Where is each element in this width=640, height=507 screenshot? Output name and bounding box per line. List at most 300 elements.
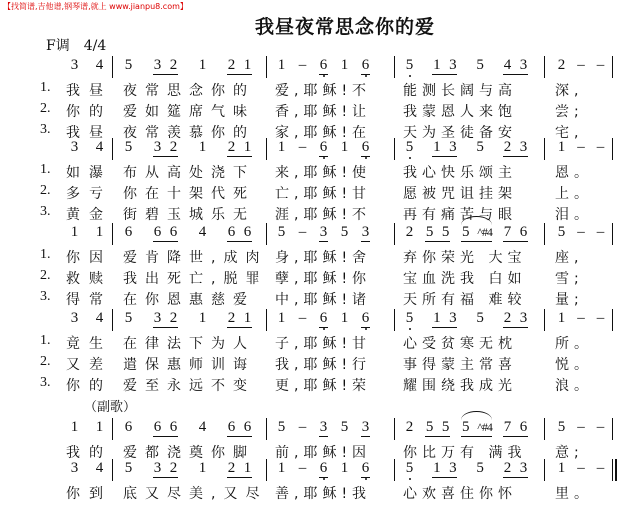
beamed-note-group (361, 418, 370, 437)
note: – (596, 57, 605, 73)
lyric-segment: 多亏 (66, 186, 112, 202)
note: – (298, 419, 307, 435)
lyric-line (0, 287, 640, 308)
barline (612, 309, 613, 331)
note: 1 (433, 460, 441, 476)
beamed-note-group (432, 56, 457, 75)
lyric-segment: 宅, (555, 125, 584, 141)
note: 6 (153, 224, 162, 240)
lyric-line (0, 373, 640, 394)
measure (557, 459, 605, 481)
note: 1 (277, 139, 286, 155)
barline (112, 56, 113, 78)
lyric-segment: 我,耶稣!行 (275, 357, 372, 373)
beamed-note-group (153, 418, 178, 437)
note: 1 (557, 310, 566, 326)
measure (124, 418, 252, 440)
barline (544, 459, 545, 481)
barline (394, 138, 395, 160)
note: 5 (124, 139, 133, 155)
lyric-segment: 量; (555, 292, 584, 308)
note: 5 (476, 139, 484, 155)
lyric-segment: 天所有福 难较 (403, 292, 527, 308)
measure (405, 459, 528, 481)
note: 2 (169, 310, 178, 326)
note: 2 (169, 57, 178, 73)
measure (277, 223, 370, 245)
note: 1 (198, 310, 207, 326)
beamed-note-group (319, 459, 328, 478)
watermark: 【找简谱,吉他谱,钢琴谱,就上 www.jianpu8.com】 (3, 2, 188, 11)
lyric-segment: 泪。 (555, 207, 593, 223)
note: 5 (340, 419, 349, 435)
note: 1 (557, 139, 566, 155)
barline (394, 418, 395, 440)
note: 5 (441, 224, 450, 240)
pickup-measure (70, 56, 104, 78)
lyric-segment: 爱如筵席气味 (123, 104, 255, 120)
lyric-line (0, 78, 640, 99)
beamed-note-group (319, 309, 328, 328)
note: 2 (405, 224, 414, 240)
lyric-segment: 悦。 (555, 357, 593, 373)
low-octave-dot (323, 328, 325, 330)
note: 6 (227, 419, 236, 435)
note: 5 (405, 309, 414, 327)
key-signature: F调 4/4 (46, 38, 107, 54)
lyric-segment: 亡,耶稣!甘 (275, 186, 372, 202)
lyric-segment: 夜常思念你的 (123, 83, 255, 99)
lyric-line (0, 160, 640, 181)
lyric-segment: 深, (555, 83, 584, 99)
pickup-measure (70, 459, 104, 481)
note: – (577, 57, 585, 73)
note: 4 (95, 460, 104, 476)
note: 1 (433, 310, 441, 326)
measure (557, 418, 605, 440)
note: 2 (405, 419, 414, 435)
lyric-segment: 又差 (66, 357, 112, 373)
slur-mark (461, 411, 492, 420)
note: 3 (153, 57, 162, 73)
lyric-segment: 前,耶稣!因 (275, 445, 372, 461)
note: 2 (227, 460, 236, 476)
lyric-segment: 我昼 (66, 125, 112, 141)
note: – (298, 460, 307, 476)
note: 3 (519, 139, 528, 155)
pickup-measure (70, 418, 104, 440)
lyric-segment: 你的 (66, 378, 112, 394)
verse-number: 3. (40, 204, 51, 219)
note: 3 (70, 310, 79, 326)
pickup-measure (70, 138, 104, 160)
beamed-note-group (432, 459, 457, 478)
measure (277, 309, 370, 331)
note: 3 (519, 310, 528, 326)
beamed-note-group (319, 223, 328, 242)
lyric-segment: 耀围绕我成光 (403, 378, 517, 394)
note: 5 (425, 419, 434, 435)
lyric-line (0, 245, 640, 266)
beamed-note-group (153, 223, 178, 242)
lyric-segment: 来,耶稣!使 (275, 165, 372, 181)
barline (394, 459, 395, 481)
note: 3 (449, 139, 457, 155)
note: 6 (169, 419, 178, 435)
music-system (0, 309, 640, 394)
lyric-segment: 竟生 (66, 336, 112, 352)
measure (557, 309, 605, 331)
notation-row (0, 56, 640, 78)
lyric-segment: 爱都浇奠你脚 (123, 445, 255, 461)
measure (557, 138, 605, 160)
lyric-segment: 黄金 (66, 207, 112, 223)
note: 6 (361, 56, 370, 74)
measure (124, 223, 252, 245)
verse-number: 2. (40, 354, 51, 369)
barline (394, 56, 395, 78)
verse-number: 2. (40, 268, 51, 283)
barline (612, 223, 613, 245)
beamed-note-group (361, 223, 370, 242)
lyric-segment: 得常 (66, 292, 112, 308)
note: – (596, 419, 605, 435)
beamed-note-group (319, 418, 328, 437)
measure (277, 459, 370, 481)
barline (112, 138, 113, 160)
low-octave-dot (365, 157, 367, 159)
lyric-segment: 你比万有 满我 (403, 445, 527, 461)
beamed-note-group (227, 309, 252, 328)
lyric-segment: 爱,耶稣!不 (275, 83, 372, 99)
note: 1 (243, 310, 252, 326)
note: 1 (277, 460, 286, 476)
beamed-note-group (153, 309, 178, 328)
lyric-line (0, 99, 640, 120)
lyric-segment: 你到 (66, 486, 112, 502)
note: – (577, 419, 585, 435)
note: 3 (519, 460, 528, 476)
note: 1 (198, 57, 207, 73)
lyric-segment: 宝血洗我 白如 (403, 271, 527, 287)
low-octave-dot (409, 75, 411, 77)
low-octave-dot (409, 157, 411, 159)
lyric-segment: 我蒙恩人来饱 (403, 104, 517, 120)
final-barline (612, 459, 617, 481)
note: 5 (405, 459, 414, 477)
lyric-segment: 浪。 (555, 378, 593, 394)
measure (405, 223, 528, 245)
note: 2 (503, 460, 512, 476)
verse-number: 1. (40, 162, 51, 177)
note: 2 (503, 139, 512, 155)
measure (277, 56, 370, 78)
chorus-label: （副歌） (84, 400, 137, 415)
note: 2 (227, 139, 236, 155)
barline (266, 309, 267, 331)
lyric-segment: 涯,耶稣!不 (275, 207, 372, 223)
lyric-segment: 事得蒙主常喜 (403, 357, 517, 373)
beamed-note-group (432, 138, 457, 157)
beamed-note-group (153, 138, 178, 157)
verse-number: 1. (40, 80, 51, 95)
note: 6 (361, 459, 370, 477)
notation-row (0, 459, 640, 481)
note: 3 (153, 139, 162, 155)
note: 2 (557, 57, 566, 73)
beamed-note-group (361, 138, 370, 157)
note: 5 (425, 224, 434, 240)
lyric-segment: 尝; (555, 104, 584, 120)
low-octave-dot (365, 328, 367, 330)
note: 6 (519, 419, 528, 435)
note: 5 (124, 57, 133, 73)
lyric-segment: 街碧玉城乐无 (123, 207, 255, 223)
barline (612, 138, 613, 160)
beamed-note-group (361, 309, 370, 328)
note: 3 (319, 419, 328, 435)
beamed-note-group (153, 56, 178, 75)
sharp-note: ^#4 (477, 420, 492, 434)
note: 3 (449, 57, 457, 73)
note: 5 (340, 224, 349, 240)
lyric-segment: 爱肯降世,成肉 (123, 250, 268, 266)
note: – (596, 310, 605, 326)
note: 6 (319, 309, 328, 327)
music-system (0, 138, 640, 223)
lyric-segment: 如瀑 (66, 165, 112, 181)
barline (394, 223, 395, 245)
note: 5 (441, 419, 450, 435)
note: 1 (340, 57, 349, 73)
barline (266, 418, 267, 440)
note: 3 (70, 460, 79, 476)
beamed-note-group (503, 56, 528, 75)
beamed-note-group (227, 418, 252, 437)
note: 5 (277, 419, 286, 435)
beamed-note-group (153, 459, 178, 478)
beamed-note-group (503, 459, 528, 478)
lyric-line (0, 181, 640, 202)
lyric-segment: 家,耶稣!在 (275, 125, 372, 141)
notation-row (0, 309, 640, 331)
note: 2 (227, 57, 236, 73)
note: 3 (319, 224, 328, 240)
note: – (577, 310, 585, 326)
beamed-note-group (361, 459, 370, 478)
measure (405, 309, 528, 331)
note: – (577, 224, 585, 240)
lyric-line (0, 481, 640, 502)
lyric-line (0, 266, 640, 287)
lyric-segment: 中,耶稣!诸 (275, 292, 372, 308)
note: 5 (405, 56, 414, 74)
lyric-segment: 上。 (555, 186, 593, 202)
low-octave-dot (365, 75, 367, 77)
measure (405, 138, 528, 160)
note: 1 (433, 139, 441, 155)
note: 3 (519, 57, 528, 73)
note: 3 (153, 460, 162, 476)
measure (557, 56, 605, 78)
measure (277, 418, 370, 440)
low-octave-dot (365, 478, 367, 480)
lyric-segment: 爱至永远不变 (123, 378, 255, 394)
beamed-note-group (503, 309, 528, 328)
note: 6 (227, 224, 236, 240)
note: – (577, 139, 585, 155)
lyric-segment: 底又尽美,又尽 (123, 486, 268, 502)
note: 5 (124, 310, 133, 326)
note: – (596, 460, 605, 476)
note: 1 (243, 460, 252, 476)
barline (112, 418, 113, 440)
notation-row (0, 138, 640, 160)
lyric-segment: 身,耶稣!舍 (275, 250, 372, 266)
note: – (596, 139, 605, 155)
note: 6 (124, 224, 133, 240)
note: 1 (340, 310, 349, 326)
lyric-segment: 座, (555, 250, 584, 266)
lyric-segment: 我出死亡,脱罪 (123, 271, 268, 287)
barline (266, 459, 267, 481)
low-octave-dot (409, 478, 411, 480)
note: 3 (70, 57, 79, 73)
note: – (298, 224, 307, 240)
barline (544, 309, 545, 331)
verse-number: 2. (40, 101, 51, 116)
note: – (298, 139, 307, 155)
notation-row (0, 223, 640, 245)
note: 6 (153, 419, 162, 435)
beamed-note-group (432, 309, 457, 328)
measure (277, 138, 370, 160)
note: 1 (243, 139, 252, 155)
lyric-segment: 在你恩惠慈爱 (123, 292, 255, 308)
note: 6 (243, 419, 252, 435)
note: – (298, 57, 307, 73)
note: 6 (124, 419, 133, 435)
note: 3 (449, 460, 457, 476)
low-octave-dot (323, 75, 325, 77)
lyric-line (0, 352, 640, 373)
note: 6 (361, 138, 370, 156)
lyric-segment: 你的 (66, 104, 112, 120)
lyric-segment: 夜常羡慕你的 (123, 125, 255, 141)
lyric-segment: 恩。 (555, 165, 593, 181)
barline (544, 138, 545, 160)
pickup-measure (70, 223, 104, 245)
note: 1 (198, 139, 207, 155)
pickup-measure (70, 309, 104, 331)
beamed-note-group (425, 223, 450, 242)
barline (394, 309, 395, 331)
note: 4 (198, 224, 207, 240)
beamed-note-group (319, 56, 328, 75)
verse-number: 3. (40, 122, 51, 137)
barline (266, 223, 267, 245)
lyric-segment: 布从高处浇下 (123, 165, 255, 181)
lyric-segment: 意; (555, 445, 584, 461)
note: 1 (95, 419, 104, 435)
note: 1 (340, 460, 349, 476)
note: 5 (476, 460, 484, 476)
lyric-segment: 在律法下为人 (123, 336, 255, 352)
measure (557, 223, 605, 245)
barline (112, 459, 113, 481)
note: 5 (124, 460, 133, 476)
lyric-segment: 更,耶稣!荣 (275, 378, 372, 394)
note: 5 (476, 310, 484, 326)
lyric-segment: 我心快乐颂主 (403, 165, 517, 181)
note: 3 (361, 224, 370, 240)
note: 4 (198, 419, 207, 435)
lyric-segment: 孽,耶稣!你 (275, 271, 372, 287)
lyric-segment: 子,耶稣!甘 (275, 336, 372, 352)
note: 1 (277, 57, 286, 73)
measure (124, 459, 252, 481)
lyric-segment: 里。 (555, 486, 593, 502)
lyric-segment: 愿被咒诅挂架 (403, 186, 517, 202)
note: 4 (95, 139, 104, 155)
lyric-segment: 天为圣徒备安 (403, 125, 517, 141)
barline (544, 418, 545, 440)
note: 6 (319, 56, 328, 74)
beamed-note-group (461, 223, 492, 242)
note: 5 (405, 138, 414, 156)
song-title: 我昼夜常思念你的爱 (255, 16, 436, 38)
measure (405, 56, 528, 78)
note: 1 (95, 224, 104, 240)
beamed-note-group (227, 138, 252, 157)
note: 1 (70, 419, 79, 435)
lyric-segment: 心欢喜住你怀 (403, 486, 517, 502)
barline (112, 309, 113, 331)
note: 5 (277, 224, 286, 240)
low-octave-dot (323, 478, 325, 480)
barline (612, 418, 613, 440)
lyric-segment: 善,耶稣!我 (275, 486, 372, 502)
beamed-note-group (319, 138, 328, 157)
note: 1 (557, 460, 566, 476)
music-system (0, 418, 640, 461)
sharp-note: ^#4 (477, 225, 492, 239)
note: 5 (461, 224, 470, 240)
note: 5 (557, 224, 566, 240)
verse-number: 1. (40, 333, 51, 348)
note: 1 (198, 460, 207, 476)
note: 2 (169, 139, 178, 155)
barline (612, 56, 613, 78)
note: 6 (361, 309, 370, 327)
note: 6 (319, 138, 328, 156)
barline (544, 223, 545, 245)
lyric-line (0, 440, 640, 461)
beamed-note-group (227, 459, 252, 478)
note: 3 (153, 310, 162, 326)
verse-number: 3. (40, 375, 51, 390)
measure (124, 138, 252, 160)
note: 6 (319, 459, 328, 477)
note: 7 (503, 224, 512, 240)
lyric-segment: 能测长阔与高 (403, 83, 517, 99)
note: 1 (433, 57, 441, 73)
music-system (0, 223, 640, 308)
note: 4 (95, 57, 104, 73)
beamed-note-group (503, 223, 528, 242)
lyric-segment: 雪; (555, 271, 584, 287)
lyric-segment: 弃你荣光 大宝 (403, 250, 527, 266)
